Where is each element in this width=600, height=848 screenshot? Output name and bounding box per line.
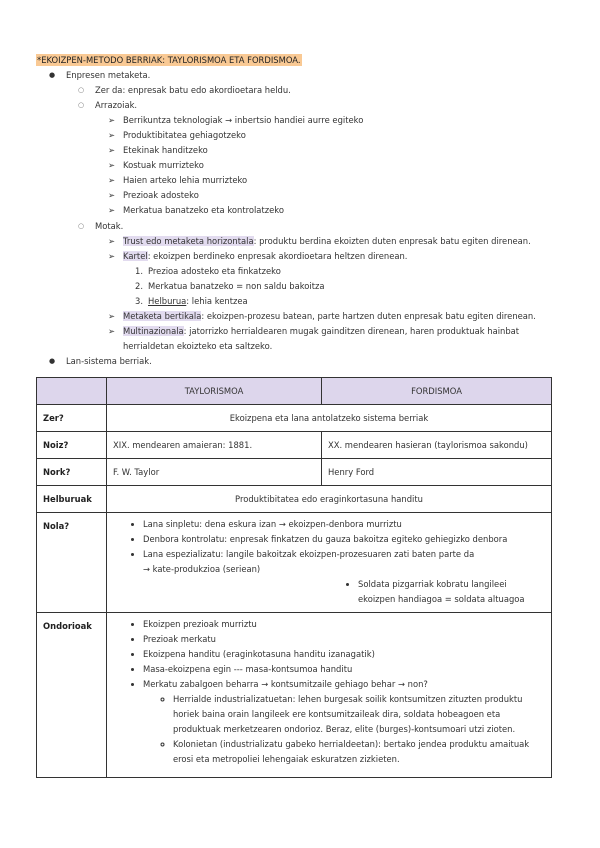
list-item: • Ekoizpena handitu (eraginkotasuna handitu izanagatik): [143, 647, 545, 662]
list-marker: ➢: [108, 310, 116, 321]
list-marker: ➢: [108, 145, 116, 156]
list-marker: ○: [78, 101, 85, 110]
list-item-text: : ekoizpen-prozesu batean, parte hartzen duten enpresak batu egiten direnean.: [201, 310, 536, 321]
list-item: [123, 144, 208, 156]
row-label: Noiz?: [37, 432, 107, 459]
list-marker: ●: [49, 356, 56, 365]
list-item: • Ekoizpen prezioak murriztu: [143, 617, 545, 632]
list-item-text: → kate-produkzioa (seriean): [143, 564, 261, 574]
list-item: [123, 235, 531, 247]
list-item-text: Merkatua banatzeko eta kontrolatzeko: [123, 205, 284, 216]
highlighted-term: Kartel: [123, 250, 148, 261]
list-item: [123, 189, 199, 201]
list-marker: ➢: [108, 130, 116, 141]
header-empty: [37, 378, 107, 405]
table-row: [37, 613, 552, 778]
cell: F. W. Taylor: [107, 459, 322, 486]
list-item-text: Soldata pizgarriak kobratu langileei: [358, 579, 507, 589]
list-item-text: Enpresen metaketa.: [66, 70, 151, 80]
header-taylorismoa: TAYLORISMOA: [107, 378, 322, 405]
table-row: [37, 459, 552, 486]
list-item: [123, 250, 407, 262]
list-item-text: Haien arteko lehia murrizteko: [123, 175, 248, 186]
sub-list-item: ◦ Kolonietan (industrializatu gabeko herrialdeetan): bertako jendea produktu amaituak erosi eta metropoliei lehengaiak eskuratzen zizkieten.: [173, 737, 545, 767]
list-item: [123, 310, 536, 322]
comparison-table: [36, 377, 552, 778]
cell: XX. mendearen hasieran (taylorismoa sakondu): [322, 432, 552, 459]
table-row: [37, 405, 552, 432]
document-title: *EKOIZPEN-METODO BERRIAK: TAYLORISMOA ETA FORDISMOA.: [37, 55, 301, 65]
list-item: [148, 265, 281, 277]
list-item: [123, 159, 204, 171]
underlined-term: Helburua: [148, 295, 187, 306]
row-label: Ondorioak: [37, 613, 107, 778]
cell: XIX. mendearen amaieran: 1881.: [107, 432, 322, 459]
list-item: [123, 340, 272, 352]
list-item: [143, 677, 545, 767]
list-marker: 2.: [135, 280, 143, 291]
list-item-text: ekoizpen handiagoa = soldata altuagoa: [358, 594, 525, 604]
row-label: Zer?: [37, 405, 107, 432]
list-item: [123, 174, 247, 186]
list-item-text: Motak.: [95, 220, 124, 231]
row-label: Nork?: [37, 459, 107, 486]
list-item: [123, 204, 284, 216]
list-item-text: : lehia kentzea: [186, 295, 248, 306]
list-item: [95, 220, 123, 232]
list-item-text: Lana espezializatu: langile bakoitzak ekoizpen-prozesuaren zati baten parte da: [143, 549, 475, 559]
table-header-row: [37, 378, 552, 405]
list-marker: ●: [49, 71, 56, 79]
list-item-text: Produktibitatea gehiagotzeko: [123, 130, 246, 141]
table-row: [37, 513, 552, 613]
table-row: [37, 432, 552, 459]
list-item: • Prezioak merkatu: [143, 632, 545, 647]
list-item-text: : produktu berdina ekoizten duten enpresak batu egiten direnean.: [253, 235, 531, 246]
list-marker: ○: [78, 221, 85, 230]
list-item: [143, 547, 545, 577]
highlighted-term: Metaketa bertikala: [123, 310, 202, 321]
cell: Produktibitatea edo eraginkortasuna handitu: [107, 486, 552, 513]
list-marker: ➢: [108, 190, 116, 201]
list-item: [95, 99, 137, 111]
list-item-text: Kostuak murrizteko: [123, 160, 204, 171]
list-item-text: : ekoizpen berdineko enpresak akordioetara heltzen direnean.: [147, 250, 408, 261]
cell: [107, 613, 552, 778]
list-item-text: : jatorrizko herrialdearen mugak gainditzen direnean, haren produktuak hainbat: [183, 325, 520, 336]
list-marker: ➢: [108, 115, 116, 126]
list-item-text: Prezioa adosteko eta finkatzeko: [148, 265, 281, 276]
list-item-text: Zer da: enpresak batu edo akordioetara heldu.: [95, 85, 291, 96]
list-item-text: Etekinak handitzeko: [123, 145, 208, 156]
list-item: [66, 69, 150, 81]
table-row: [37, 486, 552, 513]
highlighted-term: Trust edo metaketa horizontala: [123, 235, 254, 246]
list-item: [123, 114, 363, 126]
list-item: [123, 129, 246, 141]
list-marker: ➢: [108, 250, 116, 261]
header-fordismoa: FORDISMOA: [322, 378, 552, 405]
list-item: [148, 295, 248, 307]
list-item-text: Arrazoiak.: [95, 100, 138, 111]
list-marker: 1.: [135, 265, 143, 276]
sub-list-item: ◦ Herrialde industrializatuetan: lehen burgesak soilik kontsumitzen zituzten produktu horiek baina orain langileek ere kontsumitzaileak dira, soldata hobeagoen eta produktuak merketzearen ondorioz. Beraz, elite (burges)-kontsumoari utzi zioten.: [173, 692, 545, 737]
list-item-text: Lan-sistema berriak.: [66, 355, 152, 366]
list-item: [358, 577, 545, 607]
list-marker: ○: [78, 86, 85, 95]
list-item: [95, 84, 291, 96]
list-marker: ➢: [108, 325, 116, 336]
list-marker: ➢: [108, 235, 116, 246]
list-marker: ➢: [108, 160, 116, 171]
list-item: [123, 325, 519, 337]
list-item-text: Merkatu zabalgoen beharra → kontsumitzaile gehiago behar → non?: [143, 679, 428, 689]
list-item: • Lana sinpletu: dena eskura izan → ekoizpen-denbora murriztu: [143, 517, 545, 532]
list-item: [66, 355, 152, 367]
list-marker: ➢: [108, 175, 116, 186]
row-label: Nola?: [37, 513, 107, 613]
list-item-text: Merkatua banatzeko = non saldu bakoitza: [148, 280, 325, 291]
list-item: • Denbora kontrolatu: enpresak finkatzen du gauza bakoitza egiteko gehiegizko denbora: [143, 532, 545, 547]
list-item: • Masa-ekoizpena egin --- masa-kontsumoa handitu: [143, 662, 545, 677]
cell: Henry Ford: [322, 459, 552, 486]
row-label: Helburuak: [37, 486, 107, 513]
list-item-text: herrialdetan ekoizteko eta saltzeko.: [123, 340, 273, 351]
highlighted-term: Multinazionala: [123, 325, 184, 336]
list-item-text: Prezioak adosteko: [123, 190, 199, 201]
list-marker: ➢: [108, 205, 116, 216]
cell: [107, 513, 552, 613]
cell: Ekoizpena eta lana antolatzeko sistema berriak: [107, 405, 552, 432]
list-item: [148, 280, 325, 292]
list-marker: 3.: [135, 295, 143, 306]
list-item-text: Berrikuntza teknologiak → inbertsio handiei aurre egiteko: [123, 115, 364, 126]
